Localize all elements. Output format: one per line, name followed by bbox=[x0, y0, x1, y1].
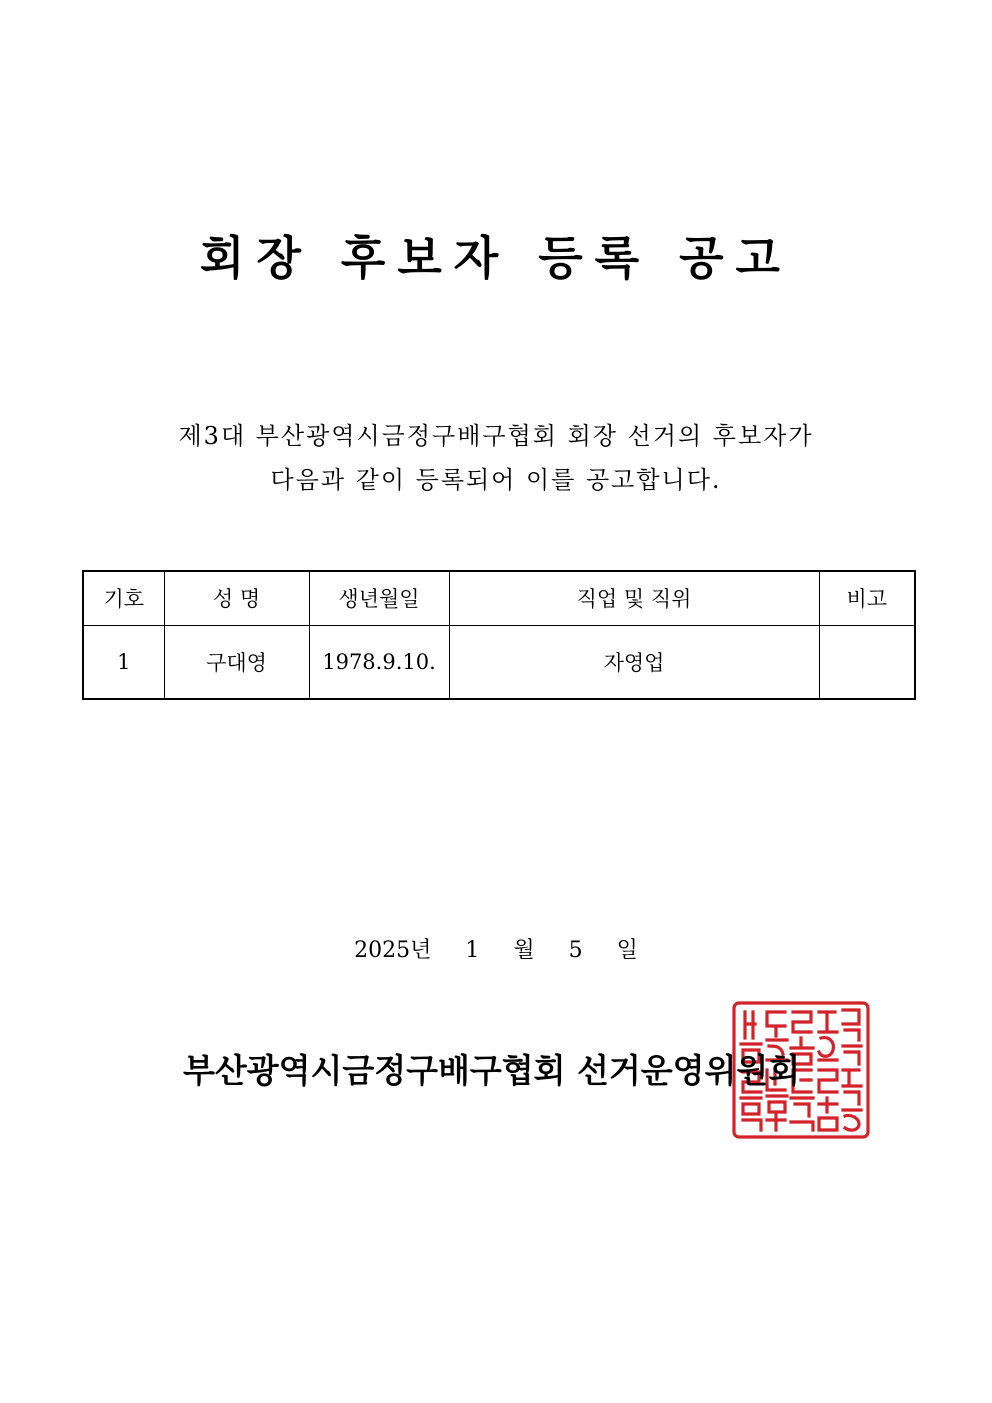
issuing-organization: 부산광역시금정구배구협회 선거운영위원회 bbox=[183, 1051, 801, 1090]
table-header-row bbox=[83, 571, 915, 625]
cell-birthdate: 1978.9.10. bbox=[309, 625, 449, 699]
date-year: 2025년 bbox=[354, 938, 432, 963]
cell-occupation: 자영업 bbox=[449, 625, 819, 699]
table-row bbox=[83, 625, 915, 699]
intro-line-2: 다음과 같이 등록되어 이를 공고합니다. bbox=[270, 466, 722, 494]
date-month-number: 1 bbox=[465, 938, 480, 963]
intro-line-1: 제3대 부산광역시금정구배구협회 회장 선거의 후보자가 bbox=[178, 422, 814, 450]
cell-number: 1 bbox=[83, 625, 164, 699]
date-month-label: 월 bbox=[513, 938, 535, 963]
header-name: 성 명 bbox=[164, 571, 309, 625]
header-birthdate: 생년월일 bbox=[309, 571, 449, 625]
cell-name: 구대영 bbox=[164, 625, 309, 699]
header-number: 기호 bbox=[83, 571, 164, 625]
date-day-label: 일 bbox=[616, 938, 638, 963]
cell-note bbox=[819, 625, 915, 699]
header-note: 비고 bbox=[819, 571, 915, 625]
date-day-number: 5 bbox=[568, 938, 583, 963]
announcement-date bbox=[0, 933, 992, 964]
candidate-table bbox=[82, 570, 916, 700]
official-seal-icon bbox=[731, 1000, 871, 1140]
header-occupation: 직업 및 직위 bbox=[449, 571, 819, 625]
page-title: 회장 후보자 등록 공고 bbox=[200, 231, 792, 285]
